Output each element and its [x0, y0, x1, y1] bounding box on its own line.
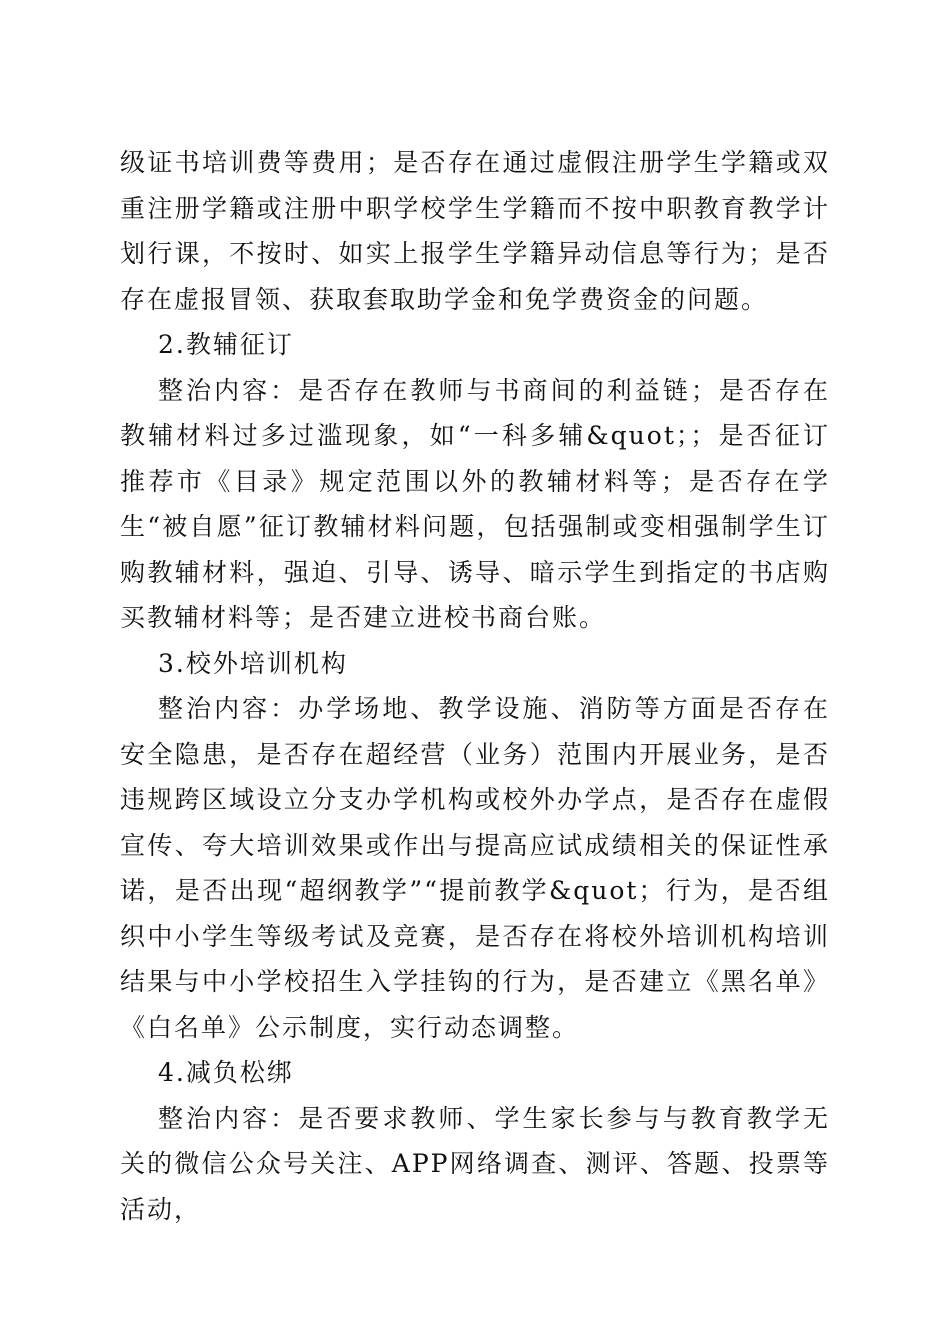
paragraph-continued: 级证书培训费等费用；是否存在通过虚假注册学生学籍或双重注册学籍或注册中职学校学生学籍而不按中职教育教学计划行课，不按时、如实上报学生学籍异动信息等行为；是否存在虚报冒领、获取套取助学金和免学费资金的问题。: [120, 148, 830, 314]
document-body: [120, 140, 830, 1232]
section-heading-textbook-ordering: 2.教辅征订: [158, 330, 294, 359]
paragraph-training-institutions: 整治内容：办学场地、教学设施、消防等方面是否存在安全隐患，是否存在超经营（业务）范围内开展业务，是否违规跨区域设立分支办学机构或校外办学点，是否存在虚假宣传、夸大培训效果或作出与提高应试成绩相关的保证性承诺，是否出现“超纲教学”“提前教学&quot；行为，是否组织中小学生等级考试及竞赛，是否存在将校外培训机构培训结果与中小学校招生入学挂钩的行为，是否建立《黑名单》《白名单》公示制度，实行动态调整。: [120, 694, 830, 1042]
section-heading-training-institutions: 3.校外培训机构: [158, 648, 348, 678]
section-heading-burden-reduction: 4.减负松绑: [158, 1058, 294, 1087]
paragraph-textbook-ordering: 整治内容：是否存在教师与书商间的利益链；是否存在教辅材料过多过滥现象，如“一科多辅&quot；；是否征订推荐市《目录》规定范围以外的教辅材料等；是否存在学生“被自愿”征订教辅材料问题，包括强制或变相强制学生订购教辅材料，强迫、引导、诱导、暗示学生到指定的书店购买教辅材料等；是否建立进校书商台账。: [120, 375, 830, 632]
paragraph-burden-reduction: 整治内容：是否要求教师、学生家长参与与教育教学无关的微信公众号关注、APP网络调查、测评、答题、投票等活动，: [120, 1103, 830, 1224]
